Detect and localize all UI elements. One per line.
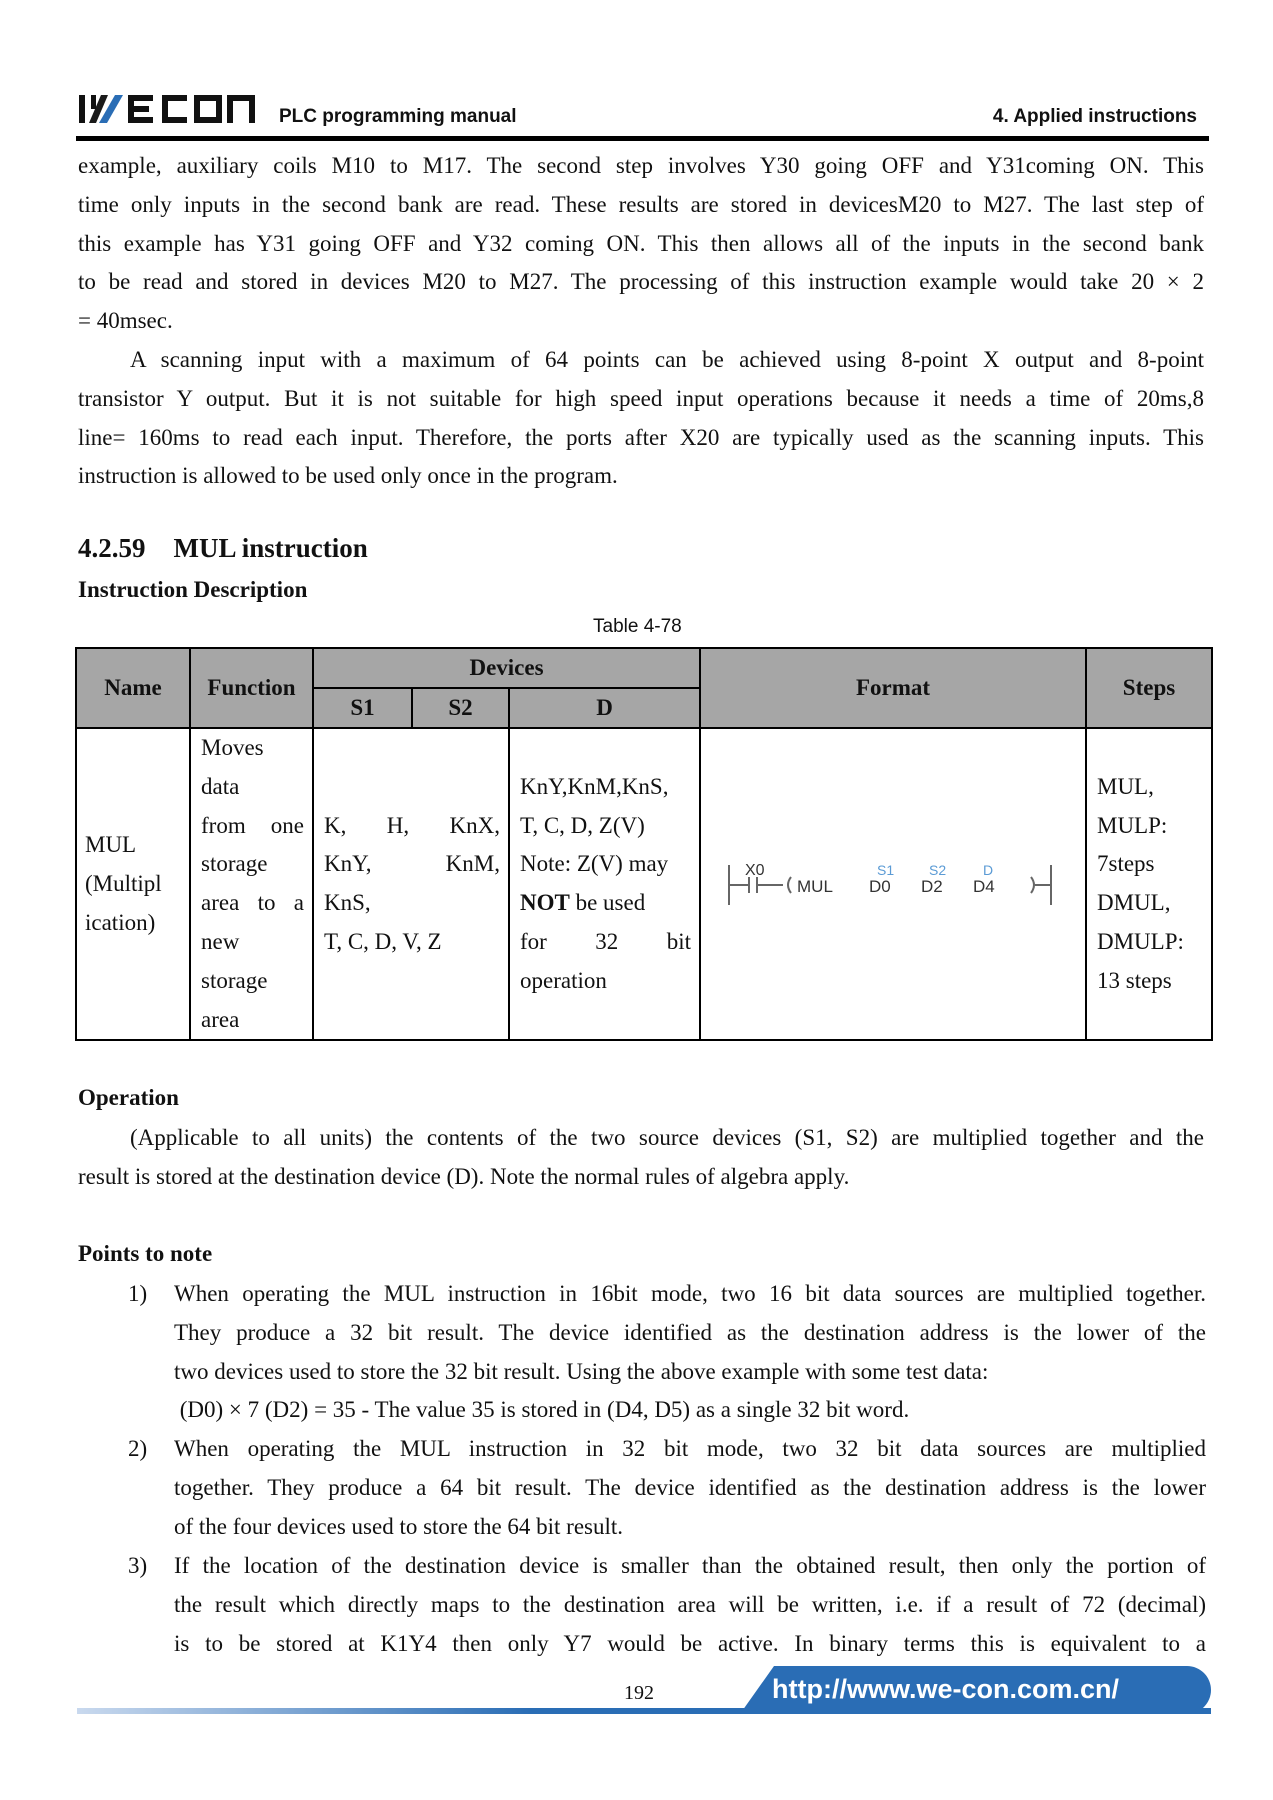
points-heading: Points to note (78, 1241, 213, 1266)
text-line: instruction is allowed to be used only once in the program. (78, 463, 618, 489)
text-line: They produce a 32 bit result. The device identified as the destination address is the lower of the (174, 1319, 1206, 1345)
d-value: D4 (973, 877, 995, 897)
text-line: KnY,KnM,KnS, (520, 773, 669, 799)
header-name: Name (76, 648, 190, 728)
text-line: 13 steps (1097, 967, 1172, 993)
text-line: T, C, D, V, Z (324, 928, 442, 954)
s1-value: D0 (869, 877, 891, 897)
text-line: DMUL, (1097, 890, 1171, 916)
intro-paragraph-1 (78, 147, 1204, 341)
header-s1: S1 (313, 688, 412, 728)
section-title: MUL instruction (173, 533, 368, 563)
text-line: MUL (85, 831, 137, 857)
text-line: is to be stored at K1Y4 then only Y7 would be active. In binary terms this is equivalent to a (174, 1630, 1206, 1656)
cell-name (76, 728, 190, 1040)
text-line: NOT be used (520, 890, 646, 916)
d-label: D (983, 862, 994, 879)
text-line: result is stored at the destination device (D). Note the normal rules of algebra apply. (78, 1163, 850, 1189)
cell-steps (1086, 728, 1212, 1040)
text-line: storage (201, 967, 268, 993)
text-line: (D0) × 7 (D2) = 35 - The value 35 is stored in (D4, D5) as a single 32 bit word. (174, 1397, 910, 1423)
text-line: new (201, 928, 240, 954)
text-line: KnS, (324, 890, 371, 916)
contact-label: X0 (745, 862, 765, 880)
text-line: Moves (201, 735, 264, 760)
text-line: K, H, KnX, (324, 812, 500, 838)
text-line: (Applicable to all units) the contents of the two source devices (S1, S2) are multiplied together and the (130, 1125, 1204, 1150)
header-format: Format (700, 648, 1086, 728)
text-line: = 40msec. (78, 308, 173, 334)
item-number: 3) (128, 1553, 148, 1578)
cell-d (509, 728, 700, 1040)
intro-paragraph-2 (78, 341, 1204, 496)
text-line: ication) (85, 909, 156, 935)
text-line: time only inputs in the second bank are read. These results are stored in devicesM20 to M27. The last step of (78, 191, 1204, 217)
operation-paragraph (78, 1119, 1204, 1197)
s2-value: D2 (921, 877, 943, 897)
header-steps: Steps (1086, 648, 1212, 728)
s2-label: S2 (929, 862, 947, 879)
text-line: area (201, 1006, 240, 1032)
text-line: example, auxiliary coils M10 to M17. The second step involves Y30 going OFF and Y31coming ON. This (78, 153, 1204, 178)
s1-label: S1 (877, 862, 895, 879)
text-line: together. They produce a 64 bit result. The device identified as the destination address is the lower (174, 1474, 1206, 1500)
text-line: (Multipl (85, 870, 162, 896)
manual-title: PLC programming manual (279, 106, 517, 127)
instruction-table (75, 647, 1213, 1041)
chapter-title: 4. Applied instructions (992, 106, 1197, 127)
text-line: data (201, 773, 240, 799)
subheading: Instruction Description (78, 577, 308, 602)
item-number: 1) (128, 1281, 148, 1306)
text-line: operation (520, 967, 607, 993)
header-s2: S2 (412, 688, 509, 728)
text-line: When operating the MUL instruction in 32 bit mode, two 32 bit data sources are multiplied (174, 1436, 1206, 1461)
ladder-diagram (701, 849, 1085, 919)
wecon-logo (79, 92, 269, 126)
text-line: 7steps (1097, 851, 1155, 877)
footer-url[interactable]: http://www.we-con.com.cn/ (772, 1674, 1120, 1704)
text-line: MUL, (1097, 773, 1154, 799)
text-line: If the location of the destination device is smaller than the obtained result, then only the portion of (174, 1553, 1206, 1578)
header-rule (76, 136, 1209, 141)
text-line: from one (201, 812, 304, 838)
text-line: Note: Z(V) may (520, 851, 669, 877)
item-number: 2) (128, 1436, 148, 1461)
section-number: 4.2.59 (78, 533, 146, 563)
text-line: this example has Y31 going OFF and Y32 coming ON. This then allows all of the inputs in the second bank (78, 230, 1204, 256)
instr-label: MUL (797, 877, 833, 897)
header-d: D (509, 688, 700, 728)
text-line: A scanning input with a maximum of 64 points can be achieved using 8-point X output and 8-point (130, 347, 1204, 372)
text-line: of the four devices used to store the 64 bit result. (174, 1513, 624, 1539)
text-line: When operating the MUL instruction in 16bit mode, two 16 bit data sources are multiplied together. (174, 1281, 1206, 1306)
text-line: KnY, KnM, (324, 851, 500, 877)
text-line: area to a (201, 890, 304, 916)
cell-format (700, 728, 1086, 1040)
text-line: the result which directly maps to the destination area will be written, i.e. if a result of 72 (decimal) (174, 1591, 1206, 1617)
text-line: to be read and stored in devices M20 to M27. The processing of this instruction example would take 20 × 2 (78, 269, 1204, 295)
page-number: 192 (624, 1682, 654, 1704)
section-heading (78, 533, 368, 564)
text-line: for 32 bit (520, 928, 691, 954)
text-line: T, C, D, Z(V) (520, 812, 645, 838)
header-function: Function (190, 648, 313, 728)
text-line: storage (201, 851, 268, 877)
header-devices: Devices (313, 648, 700, 688)
operation-heading: Operation (78, 1085, 179, 1110)
text-line: two devices used to store the 32 bit result. Using the above example with some test data: (174, 1358, 989, 1384)
text-line: DMULP: (1097, 928, 1184, 954)
text-line: line= 160ms to read each input. Therefore, the ports after X20 are typically used as the scanning inputs. This (78, 424, 1204, 450)
cell-function (190, 728, 313, 1040)
text-line: transistor Y output. But it is not suitable for high speed input operations because it needs a time of 20ms,8 (78, 385, 1204, 411)
cell-s1-s2 (313, 728, 509, 1040)
text-line: MULP: (1097, 812, 1168, 838)
table-caption: Table 4-78 (593, 616, 682, 637)
